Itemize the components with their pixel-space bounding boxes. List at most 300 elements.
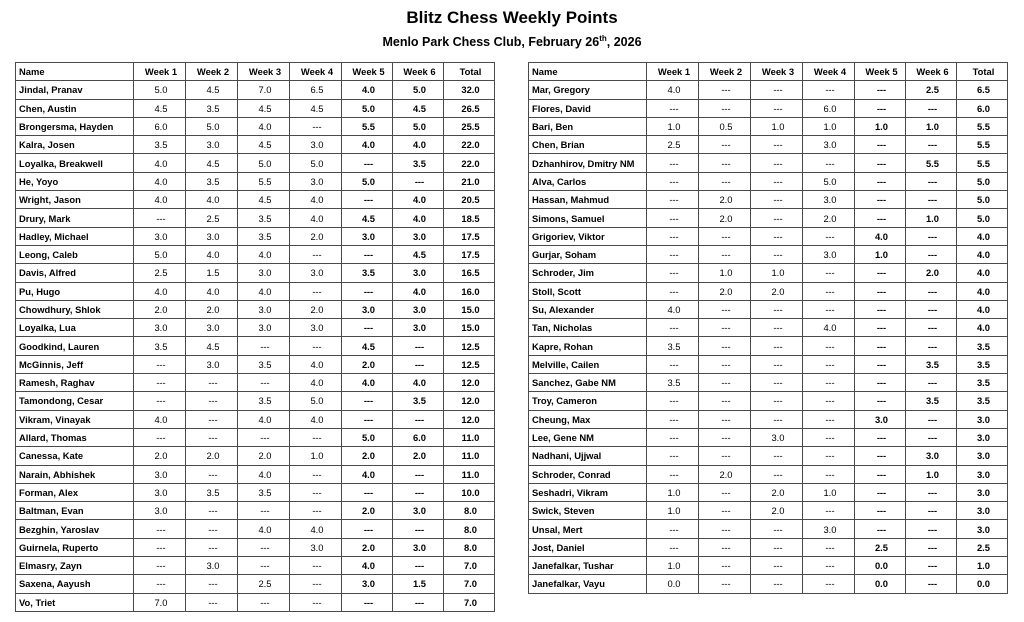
score-cell: --- (906, 374, 957, 392)
score-cell: 3.5 (238, 392, 290, 410)
score-cell: 3.0 (803, 191, 855, 209)
total-cell: 18.5 (444, 209, 495, 227)
score-cell: --- (751, 191, 803, 209)
score-cell: --- (751, 319, 803, 337)
score-cell: 2.0 (342, 447, 393, 465)
score-cell: --- (855, 154, 906, 172)
total-cell: 3.0 (957, 502, 1008, 520)
score-cell: --- (751, 337, 803, 355)
total-cell: 5.0 (957, 191, 1008, 209)
table-row (529, 99, 1008, 117)
score-cell: 3.5 (238, 227, 290, 245)
player-name-cell: Stoll, Scott (529, 282, 647, 300)
score-cell: --- (855, 392, 906, 410)
score-cell: --- (342, 593, 393, 611)
score-cell: --- (855, 447, 906, 465)
score-cell: --- (855, 209, 906, 227)
score-cell: --- (134, 520, 186, 538)
table-row (529, 209, 1008, 227)
total-cell: 15.0 (444, 319, 495, 337)
score-cell: --- (134, 374, 186, 392)
score-cell: 3.0 (803, 136, 855, 154)
table-row (529, 374, 1008, 392)
total-cell: 12.5 (444, 337, 495, 355)
score-cell: --- (699, 410, 751, 428)
column-header: Week 2 (186, 63, 238, 81)
score-cell: 4.0 (342, 136, 393, 154)
column-header: Week 3 (751, 63, 803, 81)
score-cell: --- (906, 300, 957, 318)
score-cell: --- (342, 392, 393, 410)
score-cell: --- (699, 374, 751, 392)
score-cell: --- (803, 465, 855, 483)
table-row (529, 428, 1008, 446)
total-cell: 5.0 (957, 209, 1008, 227)
column-header: Week 6 (393, 63, 444, 81)
player-name-cell: McGinnis, Jeff (16, 355, 134, 373)
score-cell: 1.0 (290, 447, 342, 465)
score-cell: --- (647, 465, 699, 483)
score-cell: --- (803, 410, 855, 428)
player-name-cell: Swick, Steven (529, 502, 647, 520)
table-row (529, 355, 1008, 373)
score-cell: 3.5 (393, 392, 444, 410)
score-cell: --- (803, 428, 855, 446)
score-cell: --- (699, 392, 751, 410)
score-cell: 4.5 (186, 154, 238, 172)
score-cell: 0.0 (855, 575, 906, 593)
player-name-cell: Vo, Triet (16, 593, 134, 611)
score-cell: --- (751, 465, 803, 483)
total-cell: 4.0 (957, 282, 1008, 300)
score-cell: --- (647, 172, 699, 190)
score-cell: 3.0 (342, 300, 393, 318)
score-cell: --- (699, 557, 751, 575)
score-cell: 3.0 (342, 575, 393, 593)
score-cell: --- (906, 483, 957, 501)
score-cell: --- (855, 337, 906, 355)
table-row (529, 117, 1008, 135)
score-cell: --- (290, 245, 342, 263)
table-row (16, 172, 495, 190)
score-cell: 3.0 (803, 245, 855, 263)
score-cell: --- (699, 99, 751, 117)
score-cell: 6.0 (134, 117, 186, 135)
score-cell: --- (290, 117, 342, 135)
score-cell: 1.0 (906, 209, 957, 227)
score-cell: 3.5 (186, 483, 238, 501)
score-cell: 4.5 (238, 99, 290, 117)
player-name-cell: Schroder, Conrad (529, 465, 647, 483)
score-cell: --- (699, 520, 751, 538)
score-cell: 3.0 (186, 557, 238, 575)
score-cell: 5.0 (134, 245, 186, 263)
table-row (16, 593, 495, 611)
page-subtitle (0, 35, 1024, 49)
total-cell: 10.0 (444, 483, 495, 501)
score-cell: 2.0 (751, 502, 803, 520)
total-cell: 3.0 (957, 483, 1008, 501)
score-cell: --- (906, 337, 957, 355)
score-cell: --- (803, 392, 855, 410)
total-cell: 3.0 (957, 410, 1008, 428)
table-row (16, 99, 495, 117)
score-cell: 4.5 (186, 337, 238, 355)
score-cell: 3.0 (134, 502, 186, 520)
score-cell: --- (134, 209, 186, 227)
score-cell: --- (803, 300, 855, 318)
score-cell: --- (751, 136, 803, 154)
score-cell: 4.0 (342, 81, 393, 99)
player-name-cell: Mar, Gregory (529, 81, 647, 99)
score-cell: 2.0 (238, 447, 290, 465)
table-row (16, 136, 495, 154)
total-cell: 22.0 (444, 154, 495, 172)
score-cell: --- (290, 502, 342, 520)
total-cell: 22.0 (444, 136, 495, 154)
score-cell: --- (238, 593, 290, 611)
score-cell: 4.0 (290, 355, 342, 373)
score-cell: --- (238, 557, 290, 575)
score-cell: --- (134, 428, 186, 446)
score-cell: --- (855, 191, 906, 209)
score-cell: --- (186, 520, 238, 538)
score-cell: 4.0 (290, 374, 342, 392)
table-row (529, 447, 1008, 465)
table-row (16, 502, 495, 520)
score-cell: 2.5 (134, 264, 186, 282)
total-cell: 17.5 (444, 245, 495, 263)
score-cell: --- (803, 557, 855, 575)
table-row (529, 319, 1008, 337)
score-cell: 3.0 (134, 483, 186, 501)
player-name-cell: Loyalka, Lua (16, 319, 134, 337)
score-cell: 5.0 (803, 172, 855, 190)
score-cell: 5.0 (134, 81, 186, 99)
score-cell: --- (803, 337, 855, 355)
score-cell: --- (751, 520, 803, 538)
score-cell: --- (647, 355, 699, 373)
total-cell: 5.5 (957, 154, 1008, 172)
score-cell: 1.0 (906, 117, 957, 135)
score-cell: --- (803, 81, 855, 99)
score-cell: --- (393, 355, 444, 373)
score-cell: --- (803, 154, 855, 172)
player-name-cell: Goodkind, Lauren (16, 337, 134, 355)
score-cell: --- (290, 557, 342, 575)
total-cell: 16.5 (444, 264, 495, 282)
score-cell: 3.0 (393, 538, 444, 556)
player-name-cell: Narain, Abhishek (16, 465, 134, 483)
total-cell: 6.5 (957, 81, 1008, 99)
score-cell: 3.5 (186, 172, 238, 190)
score-cell: --- (751, 374, 803, 392)
score-cell: 2.0 (751, 483, 803, 501)
score-cell: --- (238, 428, 290, 446)
player-name-cell: Chen, Brian (529, 136, 647, 154)
score-cell: 2.0 (699, 191, 751, 209)
player-name-cell: Tan, Nicholas (529, 319, 647, 337)
score-cell: 4.5 (186, 81, 238, 99)
score-cell: 2.0 (699, 209, 751, 227)
header-row (16, 63, 495, 81)
score-cell: --- (906, 557, 957, 575)
score-cell: 3.5 (134, 136, 186, 154)
score-cell: --- (647, 245, 699, 263)
table-row (16, 81, 495, 99)
player-name-cell: Baltman, Evan (16, 502, 134, 520)
score-cell: --- (855, 319, 906, 337)
score-cell: --- (393, 520, 444, 538)
player-name-cell: Unsal, Mert (529, 520, 647, 538)
score-cell: --- (855, 81, 906, 99)
total-cell: 12.0 (444, 410, 495, 428)
player-name-cell: Grigoriev, Viktor (529, 227, 647, 245)
table-row (529, 245, 1008, 263)
total-cell: 4.0 (957, 319, 1008, 337)
score-cell: 3.0 (186, 319, 238, 337)
player-name-cell: Bari, Ben (529, 117, 647, 135)
player-name-cell: Elmasry, Zayn (16, 557, 134, 575)
table-row (529, 538, 1008, 556)
score-cell: --- (647, 209, 699, 227)
total-cell: 4.0 (957, 245, 1008, 263)
table-row (16, 117, 495, 135)
table-row (16, 264, 495, 282)
score-cell: 3.5 (647, 337, 699, 355)
score-cell: 3.0 (855, 410, 906, 428)
score-cell: --- (906, 575, 957, 593)
score-cell: 4.5 (342, 337, 393, 355)
score-cell: 0.0 (855, 557, 906, 575)
score-cell: --- (906, 410, 957, 428)
player-name-cell: Flores, David (529, 99, 647, 117)
score-cell: 7.0 (238, 81, 290, 99)
total-cell: 12.5 (444, 355, 495, 373)
score-cell: 4.0 (186, 191, 238, 209)
score-cell: --- (751, 172, 803, 190)
score-cell: 4.0 (134, 410, 186, 428)
player-name-cell: Janefalkar, Vayu (529, 575, 647, 593)
table-row (16, 538, 495, 556)
score-cell: --- (186, 538, 238, 556)
score-cell: 2.5 (647, 136, 699, 154)
total-cell: 12.0 (444, 374, 495, 392)
score-cell: 2.0 (134, 300, 186, 318)
score-cell: 4.0 (393, 209, 444, 227)
score-cell: 4.0 (186, 282, 238, 300)
total-cell: 11.0 (444, 428, 495, 446)
score-cell: --- (290, 575, 342, 593)
score-cell: 3.5 (134, 337, 186, 355)
player-name-cell: Leong, Caleb (16, 245, 134, 263)
score-cell: --- (906, 191, 957, 209)
table-row (16, 282, 495, 300)
score-cell: --- (342, 191, 393, 209)
score-cell: 5.0 (290, 392, 342, 410)
score-cell: --- (647, 264, 699, 282)
score-cell: --- (647, 410, 699, 428)
score-cell: --- (855, 483, 906, 501)
table-row (529, 172, 1008, 190)
score-cell: 5.5 (342, 117, 393, 135)
score-cell: --- (855, 520, 906, 538)
score-cell: 4.0 (238, 520, 290, 538)
player-name-cell: Guirnela, Ruperto (16, 538, 134, 556)
table-row (529, 300, 1008, 318)
score-cell: 3.0 (134, 465, 186, 483)
player-name-cell: Kapre, Rohan (529, 337, 647, 355)
player-name-cell: Davis, Alfred (16, 264, 134, 282)
score-cell: --- (751, 300, 803, 318)
score-cell: --- (803, 282, 855, 300)
score-cell: --- (393, 593, 444, 611)
table-row (529, 575, 1008, 593)
score-cell: 6.0 (393, 428, 444, 446)
score-cell: --- (186, 410, 238, 428)
table-row (16, 557, 495, 575)
score-cell: 5.0 (393, 117, 444, 135)
score-cell: 3.5 (238, 355, 290, 373)
score-cell: --- (699, 355, 751, 373)
score-cell: 2.0 (393, 447, 444, 465)
player-name-cell: Hassan, Mahmud (529, 191, 647, 209)
column-header: Week 2 (699, 63, 751, 81)
table-row (16, 245, 495, 263)
score-cell: --- (803, 355, 855, 373)
score-cell: --- (906, 136, 957, 154)
score-cell: 4.0 (290, 410, 342, 428)
player-name-cell: Bezghin, Yaroslav (16, 520, 134, 538)
score-cell: --- (751, 447, 803, 465)
table-row (16, 392, 495, 410)
player-name-cell: Wright, Jason (16, 191, 134, 209)
table-row (16, 355, 495, 373)
score-cell: 3.0 (342, 227, 393, 245)
score-cell: 5.0 (238, 154, 290, 172)
score-cell: 2.5 (855, 538, 906, 556)
score-cell: 2.0 (342, 502, 393, 520)
table-row (529, 154, 1008, 172)
score-cell: --- (803, 538, 855, 556)
score-cell: --- (134, 355, 186, 373)
score-cell: 3.0 (290, 319, 342, 337)
score-cell: 1.0 (906, 465, 957, 483)
score-cell: 2.0 (290, 300, 342, 318)
score-cell: --- (751, 81, 803, 99)
score-cell: --- (186, 428, 238, 446)
score-cell: --- (855, 300, 906, 318)
player-name-cell: Loyalka, Breakwell (16, 154, 134, 172)
player-name-cell: Hadley, Michael (16, 227, 134, 245)
score-cell: --- (906, 99, 957, 117)
score-cell: --- (699, 227, 751, 245)
player-name-cell: Dzhanhirov, Dmitry NM (529, 154, 647, 172)
score-cell: 1.5 (393, 575, 444, 593)
score-cell: 5.5 (906, 154, 957, 172)
total-cell: 4.0 (957, 264, 1008, 282)
score-cell: --- (906, 245, 957, 263)
score-cell: --- (699, 575, 751, 593)
score-cell: 4.0 (238, 410, 290, 428)
score-cell: 4.0 (238, 117, 290, 135)
total-cell: 1.0 (957, 557, 1008, 575)
score-cell: 5.0 (393, 81, 444, 99)
score-cell: --- (647, 538, 699, 556)
score-cell: 3.0 (238, 300, 290, 318)
column-header: Week 4 (290, 63, 342, 81)
score-cell: --- (855, 172, 906, 190)
table-row (16, 191, 495, 209)
score-cell: --- (699, 319, 751, 337)
total-cell: 5.5 (957, 117, 1008, 135)
score-cell: 3.5 (238, 483, 290, 501)
score-cell: --- (751, 538, 803, 556)
score-cell: 2.0 (342, 538, 393, 556)
total-cell: 20.5 (444, 191, 495, 209)
table-row (16, 337, 495, 355)
score-cell: 4.0 (647, 81, 699, 99)
table-row (16, 428, 495, 446)
score-cell: 1.0 (699, 264, 751, 282)
score-cell: 4.0 (342, 374, 393, 392)
standings-table-left (15, 62, 495, 612)
score-cell: 4.0 (238, 465, 290, 483)
score-cell: --- (906, 502, 957, 520)
score-cell: --- (186, 502, 238, 520)
score-cell: 4.0 (393, 191, 444, 209)
total-cell: 3.5 (957, 355, 1008, 373)
score-cell: --- (238, 337, 290, 355)
player-name-cell: Sanchez, Gabe NM (529, 374, 647, 392)
score-cell: 1.0 (855, 117, 906, 135)
score-cell: --- (342, 154, 393, 172)
player-name-cell: Simons, Samuel (529, 209, 647, 227)
score-cell: 2.0 (342, 355, 393, 373)
table-row (529, 337, 1008, 355)
score-cell: 1.0 (647, 117, 699, 135)
score-cell: --- (803, 575, 855, 593)
score-cell: 4.0 (134, 172, 186, 190)
player-name-cell: Ramesh, Raghav (16, 374, 134, 392)
table-row (529, 136, 1008, 154)
column-header: Name (529, 63, 647, 81)
score-cell: --- (855, 502, 906, 520)
score-cell: --- (238, 538, 290, 556)
score-cell: --- (647, 282, 699, 300)
total-cell: 0.0 (957, 575, 1008, 593)
player-name-cell: Pu, Hugo (16, 282, 134, 300)
score-cell: 1.0 (647, 483, 699, 501)
score-cell: --- (906, 520, 957, 538)
table-row (16, 520, 495, 538)
score-cell: 5.0 (342, 428, 393, 446)
player-name-cell: Lee, Gene NM (529, 428, 647, 446)
score-cell: 3.0 (134, 227, 186, 245)
score-cell: --- (647, 447, 699, 465)
score-cell: 4.5 (134, 99, 186, 117)
score-cell: 2.0 (134, 447, 186, 465)
score-cell: 2.0 (751, 282, 803, 300)
score-cell: --- (393, 483, 444, 501)
column-header: Total (444, 63, 495, 81)
table-row (16, 209, 495, 227)
score-cell: 4.0 (238, 245, 290, 263)
score-cell: 2.0 (290, 227, 342, 245)
player-name-cell: Brongersma, Hayden (16, 117, 134, 135)
column-header: Week 6 (906, 63, 957, 81)
total-cell: 4.0 (957, 227, 1008, 245)
